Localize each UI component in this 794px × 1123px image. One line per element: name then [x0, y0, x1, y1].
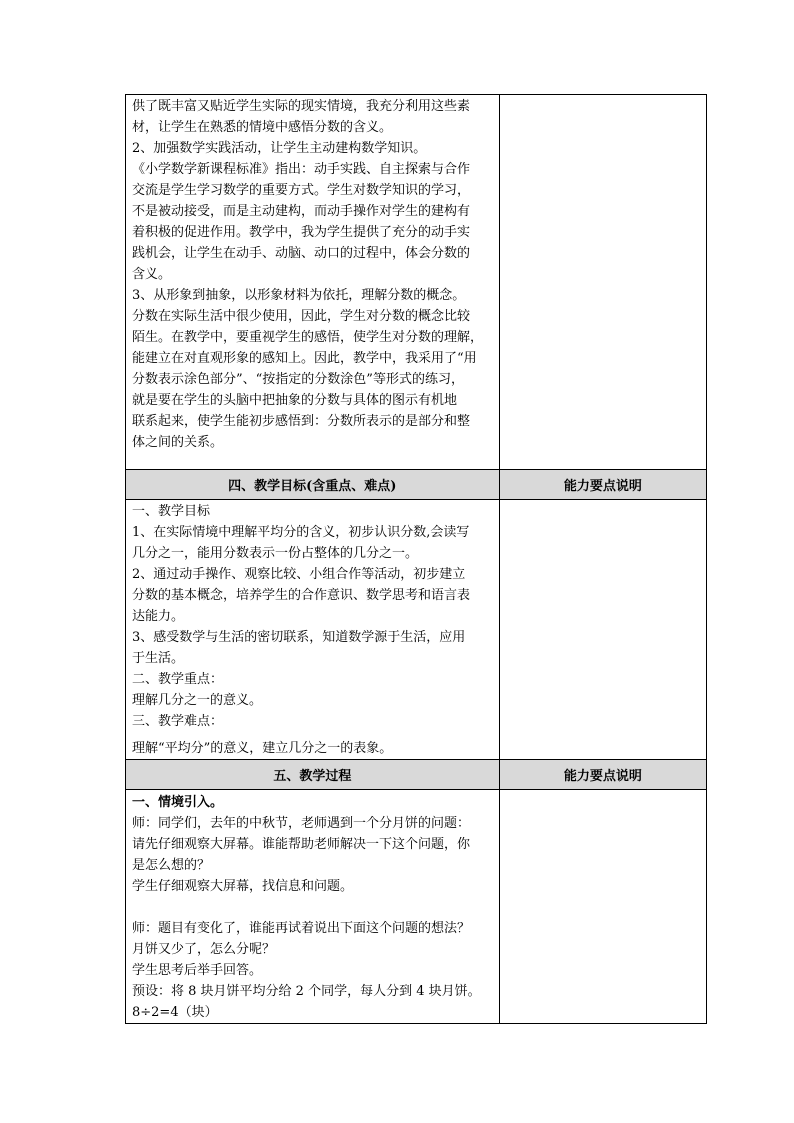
text-line: 理解几分之一的意义。	[132, 693, 263, 708]
section3-row	[126, 95, 707, 470]
section5-heading: 一、情境引入。	[132, 795, 224, 810]
text-line: 交流是学生学习数学的重要方式。学生对数学知识的学习，	[132, 183, 471, 198]
text-line: 1、在实际情境中理解平均分的含义，初步认识分数,会读写	[132, 525, 470, 540]
text-line: 三、教学难点：	[132, 714, 224, 729]
section4-notes-cell	[499, 500, 706, 760]
text-line: 师：同学们，去年的中秋节，老师遇到一个分月饼的问题：	[132, 816, 471, 831]
text-line: 分数表示涂色部分”、“按指定的分数涂色”等形式的练习，	[132, 372, 464, 387]
section5-header-row	[126, 760, 707, 790]
text-line: 供了既丰富又贴近学生实际的现实情境，我充分利用这些素	[132, 99, 471, 114]
text-line: 2、通过动手操作、观察比较、小组合作等活动，初步建立	[132, 567, 466, 582]
text-line: 3、从形象到抽象，以形象材料为依托，理解分数的概念。	[132, 288, 466, 303]
text-line: 就是要在学生的头脑中把抽象的分数与具体的图示有机地	[132, 393, 458, 408]
text-line: 学生思考后举手回答。	[132, 963, 263, 978]
section4-title: 四、教学目标(含重点、难点)	[126, 470, 500, 500]
text-line: 体之间的关系。	[132, 435, 224, 450]
section5-notes-title: 能力要点说明	[499, 760, 706, 790]
text-line: 不是被动接受，而是主动建构，而动手操作对学生的建构有	[132, 204, 471, 219]
text-line: 能建立在对直观形象的感知上。因此，教学中，我采用了“用	[132, 351, 477, 366]
text-line: 请先仔细观察大屏幕。谁能帮助老师解决一下这个问题，你	[132, 837, 471, 852]
text-line: 材，让学生在熟悉的情境中感悟分数的含义。	[132, 120, 393, 135]
text-line: 一、教学目标	[132, 504, 211, 519]
section5-row	[126, 790, 707, 1024]
text-line: 月饼又少了，怎么分呢？	[132, 942, 276, 957]
lesson-plan-table	[125, 94, 707, 1024]
text-line: 理解“平均分”的意义，建立几分之一的表象。	[132, 741, 393, 756]
section3-content-cell	[126, 95, 500, 470]
text-line: 8÷2=4（块）	[132, 1005, 218, 1020]
section4-row	[126, 500, 707, 760]
text-line: 达能力。	[132, 609, 185, 624]
text-line: 陌生。在教学中，要重视学生的感悟，使学生对分数的理解，	[132, 330, 484, 345]
text-line: 于生活。	[132, 651, 185, 666]
text-line: 预设：将 8 块月饼平均分给 2 个同学，每人分到 4 块月饼。	[132, 984, 481, 999]
section4-notes-title: 能力要点说明	[499, 470, 706, 500]
section4-content-cell	[126, 500, 500, 760]
text-line: 几分之一，能用分数表示一份占整体的几分之一。	[132, 546, 419, 561]
text-line: 2、加强数学实践活动，让学生主动建构数学知识。	[132, 141, 427, 156]
text-line: 含义。	[132, 267, 172, 282]
text-line: 学生仔细观察大屏幕，找信息和问题。	[132, 879, 354, 894]
section5-title: 五、教学过程	[126, 760, 500, 790]
section5-notes-cell	[499, 790, 706, 1024]
section4-header-row	[126, 470, 707, 500]
text-line: 践机会，让学生在动手、动脑、动口的过程中，体会分数的	[132, 246, 471, 261]
blank-line	[132, 897, 494, 918]
text-line: 二、教学重点：	[132, 672, 224, 687]
text-line: 着积极的促进作用。教学中，我为学生提供了充分的动手实	[132, 225, 471, 240]
text-line: 分数的基本概念，培养学生的合作意识、数学思考和语言表	[132, 588, 471, 603]
section3-notes-cell	[499, 95, 706, 470]
text-line: 联系起来，使学生能初步感悟到：分数所表示的是部分和整	[132, 414, 471, 429]
text-line: 《小学数学新课程标准》指出：动手实践、自主探索与合作	[132, 162, 471, 177]
section5-content-cell	[126, 790, 500, 1024]
text-line: 师：题目有变化了，谁能再试着说出下面这个问题的想法？	[132, 921, 471, 936]
text-line: 是怎么想的？	[132, 858, 211, 873]
text-line: 分数在实际生活中很少使用，因此，学生对分数的概念比较	[132, 309, 471, 324]
text-line: 3、感受数学与生活的密切联系，知道数学源于生活，应用	[132, 630, 466, 645]
